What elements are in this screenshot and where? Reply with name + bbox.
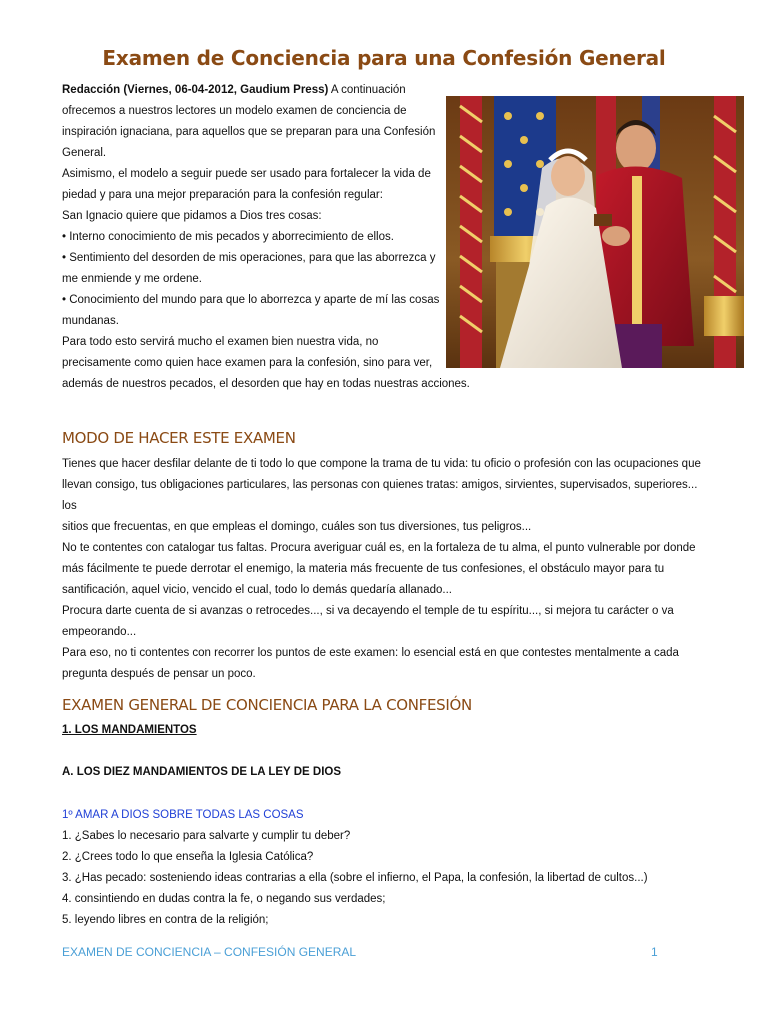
intro-lead: Redacción (Viernes, 06-04-2012, Gaudium Press)	[62, 84, 329, 96]
confession-photo-illustration	[446, 96, 744, 368]
body-line: pregunta después de pensar un poco.	[62, 668, 256, 680]
intro-line: piedad y para una mejor preparación para la confesión regular:	[62, 189, 383, 201]
section-body-modo	[62, 454, 712, 685]
bullet-item: • Conocimiento del mundo para que lo aborrezca y aparte de mí las cosas	[62, 294, 440, 306]
confession-photo	[446, 96, 744, 368]
body-line: No te contentes con catalogar tus faltas. Procura averiguar cuál es, en la fortaleza de tu alma, el punto vulnerable por donde	[62, 542, 696, 554]
intro-last-line-wrap	[62, 374, 722, 395]
page-title: Examen de Conciencia para una Confesión General	[102, 46, 666, 70]
page-footer: EXAMEN DE CONCIENCIA – CONFESIÓN GENERAL	[62, 945, 357, 959]
list-item: 1. ¿Sabes lo necesario para salvarte y cumplir tu deber?	[62, 830, 351, 842]
intro-line: San Ignacio quiere que pidamos a Dios tres cosas:	[62, 210, 322, 222]
intro-paragraph	[62, 80, 462, 374]
intro-line: Asimismo, el modelo a seguir puede ser usado para fortalecer la vida de	[62, 168, 431, 180]
body-line: sitios que frecuentas, en que empleas el domingo, cuáles son tus diversiones, tus peligros...	[62, 521, 532, 533]
body-line: Tienes que hacer desfilar delante de ti todo lo que compone la trama de tu vida: tu oficio o profesión con las ocupaciones que	[62, 458, 701, 470]
intro-line: precisamente como quien hace examen para la confesión, sino para ver,	[62, 357, 433, 369]
intro-line-1-rest: A continuación	[328, 84, 406, 96]
intro-line: ofrecemos a nuestros lectores un modelo examen de conciencia de	[62, 105, 407, 117]
body-line: empeorando...	[62, 626, 137, 638]
question-list	[62, 826, 722, 931]
intro-line: inspiración ignaciana, para aquellos que se preparan para una Confesión	[62, 126, 436, 138]
body-line: más fácilmente te puede derrotar el enemigo, la materia más frecuente de tus confesiones, el obstáculo mayor para tu	[62, 563, 665, 575]
list-item: 4. consintiendo en dudas contra la fe, o negando sus verdades;	[62, 893, 386, 905]
intro-line: General.	[62, 147, 107, 159]
list-item: 3. ¿Has pecado: sosteniendo ideas contrarias a ella (sobre el infierno, el Papa, la confesión, la libertad de cultos...)	[62, 872, 648, 884]
bullet-item: • Interno conocimiento de mis pecados y aborrecimiento de ellos.	[62, 231, 394, 243]
body-line: Procura darte cuenta de si avanzas o retrocedes..., si va decayendo el temple de tu espíritu..., si mejora tu carácter o va	[62, 605, 674, 617]
list-item: 2. ¿Crees todo lo que enseña la Iglesia Católica?	[62, 851, 314, 863]
intro-line: Para todo esto servirá mucho el examen bien nuestra vida, no	[62, 336, 379, 348]
commandment-heading: 1º AMAR A DIOS SOBRE TODAS LAS COSAS	[62, 809, 304, 821]
intro-line: mundanas.	[62, 315, 119, 327]
body-line: santificación, aquel vicio, vencido el cual, todo lo demás quedaría allanado...	[62, 584, 452, 596]
page-number: 1	[651, 945, 658, 959]
intro-line: además de nuestros pecados, el desorden que hay en todas nuestras acciones.	[62, 378, 470, 390]
section-heading-modo: MODO DE HACER ESTE EXAMEN	[62, 429, 296, 447]
section-heading-examen: EXAMEN GENERAL DE CONCIENCIA PARA LA CONFESIÓN	[62, 696, 472, 714]
bullet-item: • Sentimiento del desorden de mis operaciones, para que las aborrezca y	[62, 252, 436, 264]
body-line: Para eso, no ti contentes con recorrer los puntos de este examen: lo esencial está en que contestes mentalmente a cada	[62, 647, 679, 659]
intro-line: me enmiende y me ordene.	[62, 273, 202, 285]
subheading-diez-mandamientos: A. LOS DIEZ MANDAMIENTOS DE LA LEY DE DIOS	[62, 766, 342, 778]
list-item: 5. leyendo libres en contra de la religión;	[62, 914, 269, 926]
body-line: llevan consigo, tus obligaciones particulares, las personas con quienes tratas: amigos, sirvientes, supervisados, superiores... los	[62, 479, 698, 512]
subheading-mandamientos: 1. LOS MANDAMIENTOS	[62, 724, 197, 736]
